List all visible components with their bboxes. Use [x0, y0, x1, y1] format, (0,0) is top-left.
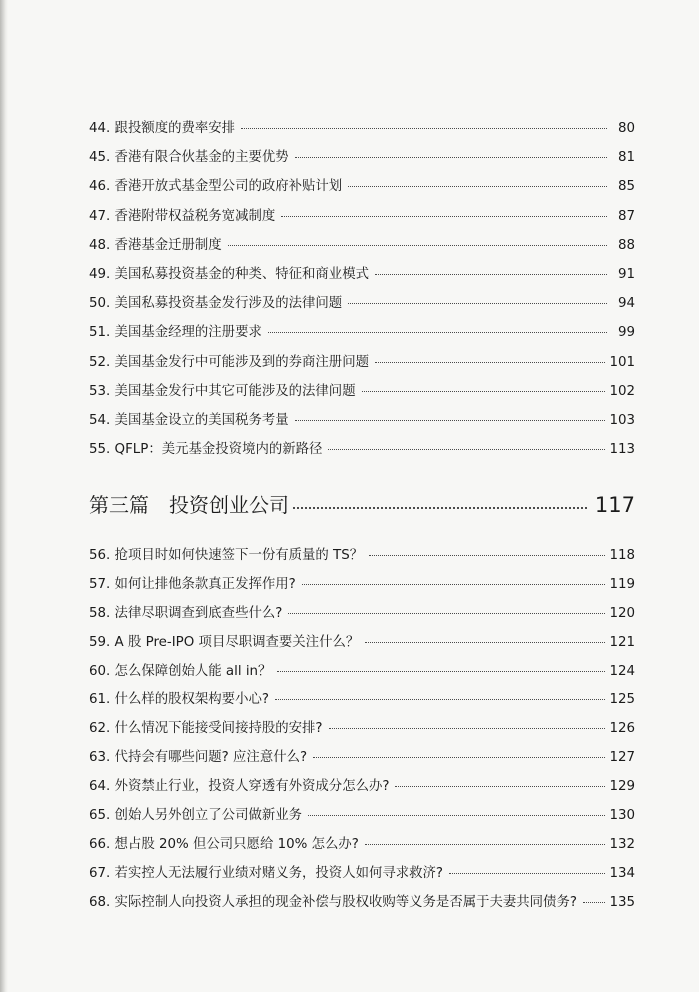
- dot-leader: [308, 815, 605, 816]
- dot-leader: [369, 555, 605, 556]
- toc-page-number: 113: [609, 442, 635, 458]
- toc-entry[interactable]: [89, 380, 635, 409]
- toc-entry-title: 47. 香港附带权益税务宽减制度: [89, 208, 276, 224]
- toc-entry-title: 67. 若实控人无法履行业绩对赌义务，投资人如何寻求救济?: [89, 865, 444, 881]
- toc-entry-title: 58. 法律尽职调查到底查些什么?: [89, 605, 283, 621]
- toc-page-number: 129: [609, 779, 635, 795]
- toc-page-number: 121: [609, 634, 635, 650]
- dot-leader: [302, 584, 606, 585]
- toc-entry[interactable]: [89, 833, 635, 862]
- dot-leader: [329, 728, 606, 729]
- dot-leader: [293, 507, 587, 509]
- dot-leader: [277, 671, 605, 672]
- toc-page-number: 81: [617, 150, 635, 166]
- toc-entry[interactable]: [89, 205, 635, 234]
- dot-leader: [288, 613, 605, 614]
- section-label: 第三篇: [89, 493, 149, 517]
- toc-page-number: 132: [609, 836, 635, 852]
- toc-entry-title: 68. 实际控制人向投资人承担的现金补偿与股权收购等义务是否属于夫妻共同债务?: [89, 894, 577, 910]
- toc-list-part-two: [89, 117, 635, 467]
- toc-page-number: 118: [609, 548, 635, 563]
- toc-entry-title: 60. 怎么保障创始人能 all in？: [89, 663, 272, 679]
- toc-entry-title: 50. 美国私募投资基金发行涉及的法律问题: [89, 296, 343, 312]
- dot-leader: [313, 757, 605, 758]
- toc-entry-title: 44. 跟投额度的费率安排: [89, 121, 236, 136]
- toc-entry-title: 62. 什么情况下能接受间接持股的安排?: [89, 721, 323, 737]
- toc-entry[interactable]: [89, 717, 635, 746]
- dot-leader: [228, 245, 607, 246]
- toc-entry[interactable]: [89, 351, 635, 380]
- toc-entry-title: 57. 如何让排他条款真正发挥作用?: [89, 576, 296, 592]
- toc-entry[interactable]: [89, 292, 635, 321]
- toc-entry-title: 64. 外资禁止行业，投资人穿透有外资成分怎么办?: [89, 779, 390, 795]
- section-page-number: 117: [594, 493, 635, 517]
- toc-entry[interactable]: [89, 117, 635, 146]
- toc-page-number: 94: [617, 296, 635, 312]
- toc-entry-title: 51. 美国基金经理的注册要求: [89, 325, 262, 341]
- toc-page-number: 125: [609, 692, 635, 708]
- dot-leader: [348, 303, 607, 304]
- dot-leader: [375, 362, 605, 363]
- toc-page-number: 99: [617, 325, 635, 341]
- toc-page-number: 87: [617, 208, 635, 224]
- toc-page-number: 88: [617, 237, 635, 253]
- toc-entry-title: 55. QFLP：美元基金投资境内的新路径: [89, 442, 323, 458]
- dot-leader: [275, 699, 605, 700]
- toc-entry[interactable]: [89, 544, 635, 573]
- toc-entry-title: 52. 美国基金发行中可能涉及到的券商注册问题: [89, 354, 369, 370]
- toc-entry[interactable]: [89, 234, 635, 263]
- toc-entry[interactable]: [89, 775, 635, 804]
- toc-entry-title: 59. A 股 Pre-IPO 项目尽职调查要关注什么？: [89, 634, 360, 650]
- toc-entry[interactable]: [89, 321, 635, 350]
- dot-leader: [295, 420, 606, 421]
- toc-entry[interactable]: [89, 573, 635, 602]
- toc-entry[interactable]: [89, 660, 635, 689]
- toc-page-number: 135: [609, 894, 635, 910]
- toc-page-number: 120: [609, 605, 635, 621]
- dot-leader: [395, 786, 605, 787]
- toc-entry-title: 56. 抢项目时如何快速签下一份有质量的 TS？: [89, 548, 364, 563]
- dot-leader: [365, 844, 606, 845]
- toc-page-number: 134: [609, 865, 635, 881]
- toc-page-number: 85: [617, 179, 635, 195]
- toc-entry-title: 49. 美国私募投资基金的种类、特征和商业模式: [89, 266, 369, 282]
- toc-entry[interactable]: [89, 891, 635, 920]
- dot-leader: [362, 391, 606, 392]
- toc-page-number: 91: [617, 266, 635, 282]
- toc-entry-title: 53. 美国基金发行中其它可能涉及的法律问题: [89, 383, 356, 399]
- toc-entry[interactable]: [89, 746, 635, 775]
- dot-leader: [241, 128, 607, 129]
- toc-entry[interactable]: [89, 175, 635, 204]
- toc-entry-title: 46. 香港开放式基金型公司的政府补贴计划: [89, 179, 343, 195]
- toc-page-number: 101: [609, 354, 635, 370]
- dot-leader: [365, 642, 605, 643]
- dot-leader: [295, 157, 607, 158]
- toc-entry-title: 54. 美国基金设立的美国税务考量: [89, 412, 289, 428]
- toc-page-number: 124: [609, 663, 635, 679]
- dot-leader: [375, 274, 607, 275]
- toc-entry-title: 63. 代持会有哪些问题? 应注意什么?: [89, 750, 308, 766]
- toc-entry[interactable]: [89, 409, 635, 438]
- toc-entry-title: 48. 香港基金迁册制度: [89, 237, 222, 253]
- toc-page-number: 103: [609, 412, 635, 428]
- toc-list-part-three: [89, 544, 635, 920]
- dot-leader: [281, 216, 607, 217]
- toc-page-number: 130: [609, 808, 635, 824]
- dot-leader: [348, 186, 607, 187]
- toc-entry-title: 66. 想占股 20% 但公司只愿给 10% 怎么办?: [89, 836, 359, 852]
- dot-leader: [449, 873, 605, 874]
- toc-page-number: 80: [617, 121, 635, 136]
- toc-entry[interactable]: [89, 804, 635, 833]
- toc-entry[interactable]: [89, 631, 635, 660]
- toc-page-number: 119: [609, 576, 635, 592]
- toc-entry-title: 61. 什么样的股权架构要小心?: [89, 692, 269, 708]
- toc-page-number: 126: [609, 721, 635, 737]
- dot-leader: [268, 332, 607, 333]
- dot-leader: [328, 449, 605, 450]
- toc-entry[interactable]: [89, 146, 635, 175]
- toc-entry[interactable]: [89, 688, 635, 717]
- toc-entry-title: 65. 创始人另外创立了公司做新业务: [89, 808, 303, 824]
- toc-entry[interactable]: [89, 263, 635, 292]
- section-heading[interactable]: [89, 489, 635, 518]
- toc-page-number: 102: [609, 383, 635, 399]
- section-title: 投资创业公司: [169, 493, 289, 517]
- toc-entry[interactable]: [89, 862, 635, 891]
- toc-entry[interactable]: [89, 602, 635, 631]
- dot-leader: [583, 902, 605, 903]
- toc-entry[interactable]: [89, 438, 635, 467]
- toc-entry-title: 45. 香港有限合伙基金的主要优势: [89, 150, 289, 166]
- toc-page-number: 127: [609, 750, 635, 766]
- page-edge-shadow: [0, 0, 8, 992]
